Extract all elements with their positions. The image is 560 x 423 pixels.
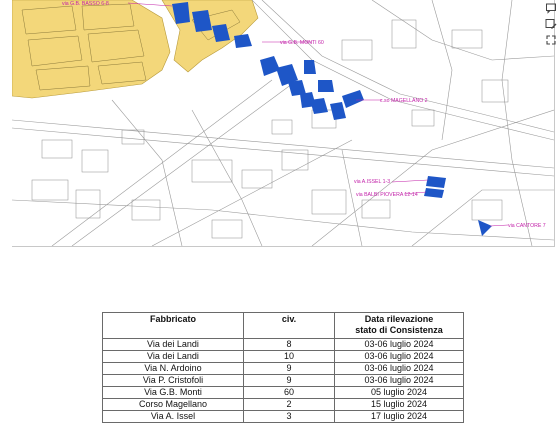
cell-fabbricato: Via A. Issel <box>103 411 244 423</box>
cell-fabbricato: Corso Magellano <box>103 399 244 411</box>
cell-data: 05 luglio 2024 <box>335 387 464 399</box>
annotate-icon[interactable] <box>545 18 557 30</box>
table-row <box>103 363 464 375</box>
header-fabbricato: Fabbricato <box>103 313 244 339</box>
building-magellano-5 <box>342 90 364 108</box>
expand-icon[interactable] <box>545 34 557 46</box>
header-civ: civ. <box>244 313 335 339</box>
cell-civ: 10 <box>244 351 335 363</box>
label-magellano: c.so MAGELLANO 2 <box>380 98 428 104</box>
header-data-line1: Data rilevazione <box>364 314 434 324</box>
cell-data: 17 luglio 2024 <box>335 411 464 423</box>
cell-data: 03-06 luglio 2024 <box>335 375 464 387</box>
header-data <box>335 313 464 339</box>
cell-civ: 9 <box>244 375 335 387</box>
table-header-row <box>103 313 464 339</box>
building-magellano-2 <box>318 80 334 92</box>
cell-civ: 2 <box>244 399 335 411</box>
building-magellano-4 <box>330 102 346 120</box>
cell-fabbricato: Via N. Ardoino <box>103 363 244 375</box>
table-row <box>103 399 464 411</box>
label-issel: via A.ISSEL 1-3 <box>354 179 391 185</box>
cell-data: 03-06 luglio 2024 <box>335 363 464 375</box>
building-cantore <box>478 220 492 236</box>
building-issel <box>426 176 446 188</box>
cell-data: 03-06 luglio 2024 <box>335 351 464 363</box>
survey-table <box>102 312 464 423</box>
building-balbi <box>424 188 444 198</box>
map-drawing <box>12 0 554 246</box>
cell-civ: 3 <box>244 411 335 423</box>
site-map <box>12 0 555 247</box>
label-cantore: via CANTORE 7 <box>508 223 546 229</box>
cell-data: 03-06 luglio 2024 <box>335 339 464 351</box>
building-magellano-3 <box>310 98 328 114</box>
cell-fabbricato: Via dei Landi <box>103 351 244 363</box>
table-row <box>103 411 464 423</box>
cell-civ: 60 <box>244 387 335 399</box>
cell-fabbricato: Via P. Cristofoli <box>103 375 244 387</box>
table-row <box>103 339 464 351</box>
building-monti-3 <box>304 60 316 74</box>
comment-icon[interactable] <box>545 2 557 14</box>
label-balbi: via BALBI PIOVERA 12-14 <box>356 192 418 198</box>
table-row <box>103 387 464 399</box>
header-data-line2: stato di Consistenza <box>355 325 443 335</box>
building-monti-1 <box>260 56 280 76</box>
label-basso: via G.B. BASSO 6-8 <box>62 1 109 7</box>
cell-fabbricato: Via dei Landi <box>103 339 244 351</box>
building-basso-4 <box>234 34 252 48</box>
cell-data: 15 luglio 2024 <box>335 399 464 411</box>
table-row <box>103 375 464 387</box>
cell-fabbricato: Via G.B. Monti <box>103 387 244 399</box>
highlight-zone <box>12 0 170 98</box>
cell-civ: 8 <box>244 339 335 351</box>
label-monti: via G.B. MONTI 60 <box>280 40 324 46</box>
map-toolbar <box>544 0 558 46</box>
cell-civ: 9 <box>244 363 335 375</box>
table-row <box>103 351 464 363</box>
